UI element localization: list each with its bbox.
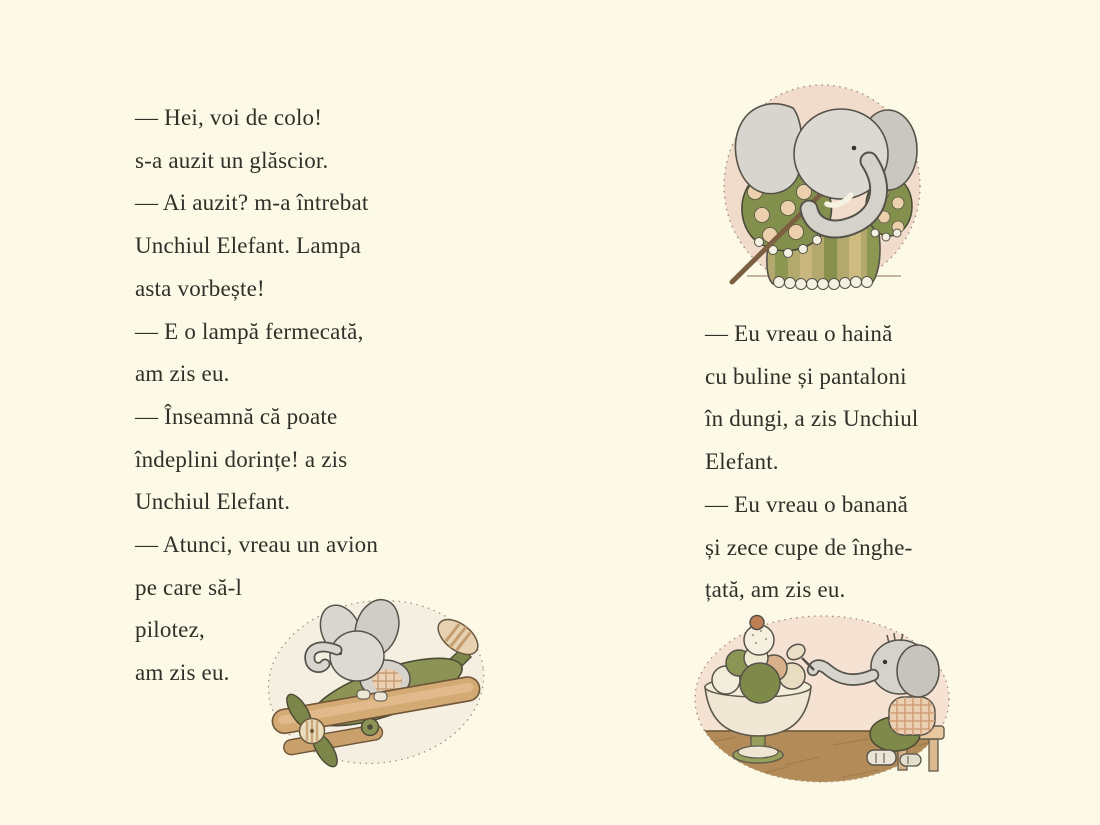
text-line: țată, am zis eu.	[705, 577, 846, 603]
text-line: — Hei, voi de colo!	[135, 105, 323, 130]
text-line: — Eu vreau o haină	[705, 321, 893, 346]
front-foot	[357, 690, 370, 699]
text-line: — E o lampă fermecată,	[135, 318, 364, 344]
head	[330, 631, 384, 681]
elephant-ice-cream-illustration	[693, 613, 953, 788]
text-line: — Ai auzit? m-a întrebat	[135, 190, 369, 216]
back-foot	[374, 692, 387, 701]
text-line: pilotez,	[135, 617, 205, 643]
text-line: îndeplini dorințe! a zis	[135, 446, 348, 472]
right-page-text	[705, 313, 919, 612]
back-foot	[900, 754, 921, 766]
text-line: — Atunci, vreau un avion	[135, 532, 379, 558]
text-line: Elefant.	[705, 449, 779, 475]
hem-scallops	[774, 277, 873, 290]
eye	[852, 146, 857, 151]
eye	[883, 660, 887, 664]
left-ear	[735, 104, 802, 194]
text-line: în dungi, a zis Unchiul	[705, 406, 919, 432]
elephant-airplane-illustration	[265, 593, 489, 775]
text-line: Unchiul Elefant. Lampa	[135, 233, 362, 259]
ear	[897, 645, 939, 697]
uncle-elephant-polka-dot-coat-illustration	[701, 76, 939, 314]
text-line: Unchiul Elefant.	[135, 489, 291, 515]
text-line: asta vorbește!	[135, 275, 265, 301]
text-line: pe care să-l	[135, 574, 243, 600]
text-line: cu buline și pantaloni	[705, 363, 907, 389]
text-line: am zis eu.	[135, 361, 230, 387]
text-line: și zece cupe de înghe-	[705, 534, 913, 560]
text-line: — Eu vreau o banană	[705, 491, 909, 517]
text-line: s-a auzit un glăscior.	[135, 147, 329, 173]
cherry	[750, 616, 764, 630]
text-line: — Înseamnă că poate	[135, 403, 338, 429]
text-line: am zis eu.	[135, 660, 230, 686]
front-foot	[867, 750, 896, 765]
